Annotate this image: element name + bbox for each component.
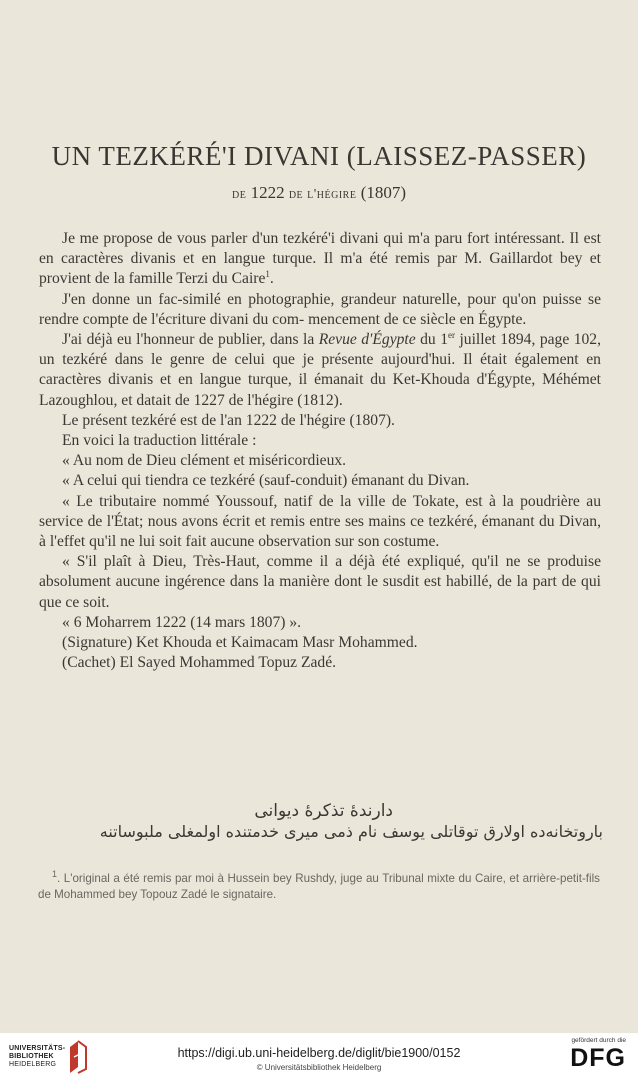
dfg-logo[interactable]: DFG bbox=[570, 1044, 626, 1072]
paragraph-12: (Cachet) El Sayed Mohammed Topuz Zadé. bbox=[62, 654, 337, 672]
subtitle-de-hegire: de l'hégire bbox=[288, 187, 357, 202]
p1-end: . bbox=[269, 270, 274, 288]
library-name-line: BIBLIOTHEK bbox=[9, 1053, 54, 1061]
subtitle-de: de bbox=[231, 187, 247, 202]
paragraph-4: Le présent tezkéré est de l'an 1222 de l'hégire (1807). bbox=[62, 411, 395, 429]
p2-line: J'en donne un fac-similé en photographie, grandeur naturelle, bbox=[62, 290, 461, 308]
article-title: UN TEZKÉRÉ'I DIVANI (LAISSEZ-PASSER) bbox=[51, 141, 587, 171]
paragraph-3 bbox=[39, 330, 601, 411]
p1-line: Terzi du Caire bbox=[176, 270, 266, 288]
p9-line: « S'il plaît à Dieu, Très-Haut, comme il a déjà été expliqué, qu'il bbox=[62, 553, 499, 571]
copyright-notice: © Universitätsbibliothek Heidelberg bbox=[256, 1063, 382, 1072]
footnote-line: mixte du Caire, et arrière-petit-fils de Mohammed bey Topouz Zadé le bbox=[38, 872, 600, 901]
paragraph-9 bbox=[39, 552, 601, 613]
p3-after-journal: du bbox=[415, 331, 436, 349]
footnote bbox=[38, 871, 600, 903]
p8-line: soit fait aucune observation sur son costume. bbox=[159, 533, 440, 551]
p9-line: ne se produise absolument aucune ingérence dans la manière dont bbox=[39, 553, 601, 591]
p3-line: et en langue turque, il émanait du Ket-Khouda d'Égypte, Méhémet bbox=[160, 371, 601, 389]
paragraph-11: (Signature) Ket Khouda et Kaimacam Masr Mohammed. bbox=[62, 634, 418, 652]
paragraph-1 bbox=[39, 229, 601, 290]
p1-line: Il m'a été remis par M. Gaillardot bey et provient de la famille bbox=[39, 250, 601, 288]
p3-line: Lazoughlou, et datait de 1227 de l'hégire (1812). bbox=[39, 391, 343, 409]
footnote-line: signataire. bbox=[222, 888, 277, 901]
ottoman-text-line-2: باروتخانه‌ده اولارق توقاتلى يوسف نام ذمى ميرى خدمتنده اولمغلى ملبوساتنه bbox=[99, 822, 603, 841]
p2-line: mencement de ce siècle en Égypte. bbox=[308, 310, 527, 328]
p1-line: Je me propose de vous parler d'un tezkéré'i divani qui m'a paru bbox=[62, 230, 463, 247]
p3-date-num: 1 bbox=[440, 331, 448, 349]
subtitle-gregorian-year: (1807) bbox=[360, 183, 407, 202]
p8-line: est à la poudrière au service de l'État; nous avons écrit et remis bbox=[39, 492, 601, 530]
footnote-ref: 1 bbox=[265, 269, 270, 280]
library-name-line: UNIVERSITÄTS- bbox=[9, 1045, 66, 1052]
p8-line: entre ses mains ce tezkéré, émanant du Divan, à l'effet qu'il ne lui bbox=[39, 512, 601, 551]
p8-line: « Le tributaire nommé Youssouf, natif de la ville de Tokate, bbox=[62, 492, 459, 510]
footnote-line: . L'original a été remis par moi à Hussein bey Rushdy, juge au Tribunal bbox=[57, 872, 424, 885]
paragraph-8 bbox=[39, 492, 601, 553]
paragraph-10: « 6 Moharrem 1222 (14 mars 1807) ». bbox=[62, 613, 302, 631]
subtitle-hegira-year: 1222 bbox=[250, 183, 285, 202]
library-name-line: HEIDELBERG bbox=[9, 1061, 57, 1069]
paragraph-2 bbox=[39, 290, 601, 330]
p2-line: pour qu'on puisse se rendre compte de l'écriture divani du com- bbox=[39, 290, 601, 328]
funding-label: gefördert durch die bbox=[571, 1037, 626, 1044]
p1-line: fort intéressant. Il est en caractères divanis et en langue turque. bbox=[39, 230, 601, 268]
paragraph-6: « Au nom de Dieu clément et miséricordieux. bbox=[62, 452, 347, 470]
p3-date-sup: er bbox=[448, 329, 455, 340]
footnote-sup: 1 bbox=[52, 869, 58, 880]
article-body bbox=[39, 229, 601, 673]
p3-line: je présente aujourd'hui. Il était également en caractères divanis bbox=[39, 351, 601, 389]
p3-line: juillet 1894, page 102, un tezkéré dans le genre de celui que bbox=[39, 331, 602, 369]
paragraph-5: En voici la traduction littérale : bbox=[62, 432, 257, 450]
p3-start: J'ai déjà eu l'honneur de publier, dans la bbox=[62, 331, 319, 349]
viewer-footer bbox=[0, 1033, 638, 1081]
permalink-url[interactable]: https://digi.ub.uni-heidelberg.de/diglit/bie1900/0152 bbox=[177, 1046, 461, 1060]
article-subtitle bbox=[0, 183, 638, 203]
journal-title: Revue d'Égypte bbox=[318, 331, 416, 349]
paragraph-7: « A celui qui tiendra ce tezkéré (sauf-conduit) émanant du Divan. bbox=[62, 472, 470, 490]
p9-line: le susdit est habillé, de la part de qui que ce soit. bbox=[39, 573, 601, 611]
ottoman-text-line-1: دارندهٔ تذكرهٔ ديوانى bbox=[254, 801, 393, 821]
